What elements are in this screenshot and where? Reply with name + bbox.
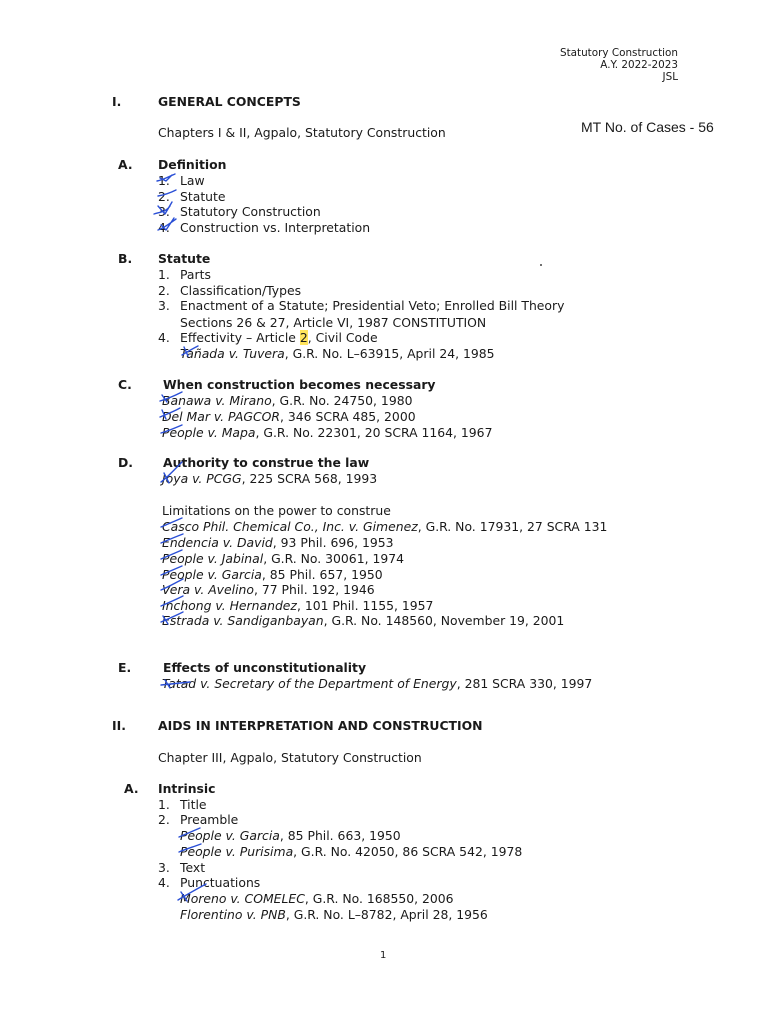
- case-citation: Tatad v. Secretary of the Department of Energy, 281 SCRA 330, 1997: [162, 676, 593, 691]
- part1-title: GENERAL CONCEPTS: [158, 94, 301, 109]
- list-item: 1. Parts: [158, 267, 211, 282]
- list-item: 3. Text: [158, 860, 206, 875]
- header-year: A.Y. 2022-2023: [600, 59, 678, 71]
- part1-source: Chapters I & II, Agpalo, Statutory Construction: [158, 125, 446, 140]
- header-initials: JSL: [662, 71, 678, 83]
- sec1c-title: When construction becomes necessary: [163, 377, 436, 392]
- case-citation: People v. Garcia, 85 Phil. 663, 1950: [180, 828, 401, 843]
- sec1d-letter: D.: [118, 455, 133, 470]
- case-citation: People v. Mapa, G.R. No. 22301, 20 SCRA 1164, 1967: [162, 425, 493, 440]
- list-item: 3. Statutory Construction: [158, 204, 321, 219]
- list-item: 3. Enactment of a Statute; Presidential Veto; Enrolled Bill Theory: [158, 298, 565, 313]
- highlighted-text: 2: [299, 330, 308, 345]
- case-citation: Del Mar v. PAGCOR, 346 SCRA 485, 2000: [162, 409, 416, 424]
- part2-roman: II.: [112, 718, 126, 733]
- sec1c-letter: C.: [118, 377, 132, 392]
- case-citation: Vera v. Avelino, 77 Phil. 192, 1946: [162, 582, 375, 597]
- case-citation: Tañada v. Tuvera, G.R. No. L–63915, April 24, 1985: [180, 346, 495, 361]
- case-citation: Inchong v. Hernandez, 101 Phil. 1155, 1957: [162, 598, 434, 613]
- list-item: 2. Statute: [158, 189, 226, 204]
- case-citation: Casco Phil. Chemical Co., Inc. v. Gimenez, G.R. No. 17931, 27 SCRA 131: [162, 519, 608, 534]
- sec2a-title: Intrinsic: [158, 781, 216, 796]
- case-citation: Banawa v. Mirano, G.R. No. 24750, 1980: [162, 393, 413, 408]
- part1-roman: I.: [112, 94, 122, 109]
- sec1b-letter: B.: [118, 251, 133, 266]
- stray-dot: [540, 264, 542, 266]
- sec1b-title: Statute: [158, 251, 211, 266]
- mt-cases-note: MT No. of Cases - 56: [581, 119, 714, 135]
- sec1e-letter: E.: [118, 660, 132, 675]
- list-item-effectivity: 4. Effectivity – Article 2, Civil Code: [158, 330, 378, 345]
- case-citation: Estrada v. Sandiganbayan, G.R. No. 148560, November 19, 2001: [162, 613, 565, 628]
- sec1a-title: Definition: [158, 157, 227, 172]
- case-citation: Florentino v. PNB, G.R. No. L–8782, April 28, 1956: [180, 907, 488, 922]
- sec1a-letter: A.: [118, 157, 133, 172]
- list-item: 4. Construction vs. Interpretation: [158, 220, 371, 235]
- list-item: 1. Law: [158, 173, 205, 188]
- part2-title: AIDS IN INTERPRETATION AND CONSTRUCTION: [158, 718, 483, 733]
- sec2a-letter: A.: [124, 781, 139, 796]
- case-citation: People v. Purisima, G.R. No. 42050, 86 SCRA 542, 1978: [180, 844, 523, 859]
- case-citation: Joya v. PCGG, 225 SCRA 568, 1993: [162, 471, 378, 486]
- list-item: 2. Preamble: [158, 812, 239, 827]
- list-item-continuation: Sections 26 & 27, Article VI, 1987 CONSTITUTION: [180, 315, 487, 330]
- case-citation: Endencia v. David, 93 Phil. 696, 1953: [162, 535, 394, 550]
- page-number: 1: [380, 950, 387, 961]
- list-item: 2. Classification/Types: [158, 283, 302, 298]
- sub-heading: Limitations on the power to construe: [162, 503, 391, 518]
- case-citation: Moreno v. COMELEC, G.R. No. 168550, 2006: [180, 891, 454, 906]
- list-item: 4. Punctuations: [158, 875, 261, 890]
- header-course: Statutory Construction: [559, 47, 678, 59]
- sec1d-title: Authority to construe the law: [163, 455, 370, 470]
- part2-source: Chapter III, Agpalo, Statutory Construction: [158, 750, 422, 765]
- case-citation: People v. Garcia, 85 Phil. 657, 1950: [162, 567, 383, 582]
- list-item: 1. Title: [158, 797, 207, 812]
- case-citation: People v. Jabinal, G.R. No. 30061, 1974: [162, 551, 404, 566]
- sec1e-title: Effects of unconstitutionality: [163, 660, 367, 675]
